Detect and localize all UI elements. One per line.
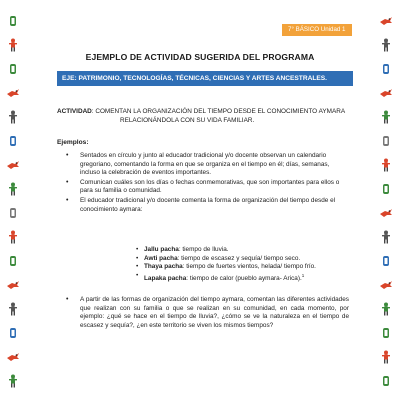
activity-text-line2: RELACIONÁNDOLA CON SU VIDA FAMILIAR. <box>120 117 255 124</box>
bird-motif-icon <box>379 86 393 100</box>
final-example <box>64 296 349 331</box>
textile-motif-icon <box>6 326 20 340</box>
bird-motif-icon <box>379 14 393 28</box>
bird-motif-icon <box>6 158 20 172</box>
textile-motif-icon <box>379 254 393 268</box>
season-item <box>136 263 346 272</box>
page-title: EJEMPLO DE ACTIVIDAD SUGERIDA DEL PROGRAMA <box>85 52 315 62</box>
bird-motif-icon <box>379 206 393 220</box>
bullet-icon: • <box>66 178 69 186</box>
andean-figure-icon <box>379 302 393 316</box>
textile-motif-icon <box>6 134 20 148</box>
season-description: : tiempo de fuertes vientos, helada/ tiempo frío. <box>182 263 316 271</box>
textile-motif-icon <box>379 374 393 388</box>
andean-figure-icon <box>379 230 393 244</box>
andean-figure-icon <box>6 302 20 316</box>
list-item-text: Comunican cuáles son los días o fechas conmemorativas, que son importantes para ellos o para su familia o comunidad. <box>80 178 340 195</box>
andean-figure-icon <box>379 158 393 172</box>
season-term: Lapaka pacha <box>144 274 187 282</box>
list-item <box>64 197 349 214</box>
season-item <box>136 246 346 255</box>
bullet-icon: • <box>66 296 69 303</box>
list-item <box>64 179 349 196</box>
bullet-icon: • <box>66 196 69 204</box>
textile-motif-icon <box>6 14 20 28</box>
axis-banner: EJE: PATRIMONIO, TECNOLOGÍAS, TÉCNICAS, CIENCIAS Y ARTES ANCESTRALES. <box>57 71 353 86</box>
activity-statement <box>57 107 347 125</box>
textile-motif-icon <box>379 62 393 76</box>
bullet-icon: • <box>136 246 139 253</box>
andean-figure-icon <box>379 110 393 124</box>
left-decorative-border <box>5 14 21 400</box>
bullet-icon: • <box>136 263 139 271</box>
examples-list <box>64 152 349 215</box>
season-description: : tiempo de calor (pueblo aymara- Arica). <box>186 274 302 282</box>
bird-motif-icon <box>6 86 20 100</box>
bird-motif-icon <box>379 278 393 292</box>
andean-figure-icon <box>6 230 20 244</box>
bullet-icon: • <box>136 271 139 279</box>
bird-motif-icon <box>6 350 20 364</box>
examples-heading: Ejemplos: <box>57 139 89 146</box>
aymara-seasons-list <box>136 246 346 284</box>
season-item <box>136 255 346 264</box>
list-item-text: Sentados en círculo y junto al educador tradicional y/o docente observan un calendario gregoriano, comentando la forma en que se organiza en el tiempo en él; días, semanas, incluso la celebración de eventos importantes. <box>80 152 330 177</box>
andean-figure-icon <box>379 350 393 364</box>
textile-motif-icon <box>379 134 393 148</box>
andean-figure-icon <box>6 38 20 52</box>
season-term: Thaya pacha <box>144 263 183 271</box>
bullet-icon: • <box>136 254 139 262</box>
list-item-text: A partir de las formas de organización del tiempo aymara, comentan las diferentes actividades que realizan con su familia o que se realizan en su comunidad, en cada momento, por ejemplo: ¿qué se hace en el tiempo de lluvia?, ¿cómo se ve la naturaleza en el tiempo de escasez y sequía?, ¿en este territorio se viven los mismos tiempos? <box>80 296 349 329</box>
textile-motif-icon <box>6 206 20 220</box>
season-description: : tiempo de lluvia. <box>178 246 229 253</box>
grade-unit-tab: 7° BÁSICO Unidad 1 <box>282 24 352 36</box>
andean-figure-icon <box>6 110 20 124</box>
andean-figure-icon <box>6 374 20 388</box>
activity-label: ACTIVIDAD <box>57 108 92 115</box>
textile-motif-icon <box>6 254 20 268</box>
activity-text-line1: : COMENTAN LA ORGANIZACIÓN DEL TIEMPO DESDE EL CONOCIMIENTO AYMARA <box>91 108 346 115</box>
footnote-marker: 1 <box>301 272 305 278</box>
textile-motif-icon <box>379 182 393 196</box>
textile-motif-icon <box>379 326 393 340</box>
textile-motif-icon <box>6 62 20 76</box>
list-item <box>64 152 349 178</box>
bird-motif-icon <box>6 278 20 292</box>
andean-figure-icon <box>379 38 393 52</box>
bullet-icon: • <box>66 152 69 159</box>
andean-figure-icon <box>6 182 20 196</box>
list-item-text: El educador tradicional y/o docente comenta la forma de organización del tiempo desde el conocimiento aymara: <box>80 196 336 213</box>
list-item <box>64 296 349 330</box>
season-description: : tiempo de escasez y sequía/ tiempo seco. <box>177 254 301 262</box>
season-term: Jallu pacha <box>144 246 179 253</box>
right-decorative-border <box>378 14 394 400</box>
season-term: Awti pacha <box>144 254 178 262</box>
season-item <box>136 272 346 284</box>
